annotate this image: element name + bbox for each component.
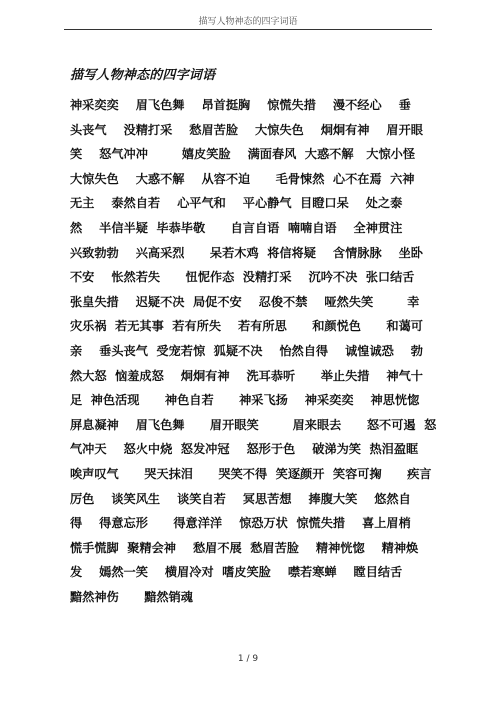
text-line: 发 嫣然一笑 横眉冷对 嗜皮笑脸 噤若寒蝉 瞠目结舌 [70,565,403,580]
document-body [70,93,436,609]
text-line: 张皇失措 迟疑不决 局促不安 忍俊不禁 哑然失笑 幸 [70,294,420,309]
text-line: 笑 怒气冲冲 嬉皮笑脸 满面春风 大惑不解 大惊小怪 [70,147,416,162]
page-number: 1 / 9 [237,654,259,664]
text-line: 头丧气 没精打采 愁眉苦脸 大惊失色 炯炯有神 眉开眼 [70,122,423,137]
text-line: 唉声叹气 哭天抹泪 哭笑不得 笑逐颜开 笑容可掬 疾言 [70,466,432,481]
text-line: 亲 垂头丧气 受宠若惊 狐疑不决 怡然自得 诚惶诚恐 勃 [70,343,423,358]
text-line: 无主 泰然自若 心平气和 平心静气 目瞪口呆 处之泰 [70,196,403,211]
text-line: 厉色 谈笑风生 谈笑自若 冥思苦想 捧腹大笑 悠然自 [70,491,411,506]
document-title: 描写人物神态的四字词语 [70,68,216,83]
text-line: 气冲天 怒火中烧 怒发冲冠 怒形于色 破涕为笑 热泪盈眶 [70,442,419,457]
text-line: 大惊失色 大惑不解 从容不迫 毛骨悚然 心不在焉 六神 [70,171,415,186]
running-header: 描写人物神态的四字词语 [198,17,298,27]
text-line: 神采奕奕 眉飞色舞 昂首挺胸 惊慌失措 漫不经心 垂 [70,98,411,112]
text-line: 足 神色活现 神色自若 神采飞扬 神采奕奕 神思恍惚 [70,393,420,408]
text-line: 慌手慌脚 聚精会神 愁眉不展 愁眉苦脸 精神恍惚 精神焕 [70,540,419,555]
text-line: 然大怒 恼羞成怒 炯炯有神 洗耳恭听 举止失措 神气十 [70,368,423,383]
text-line: 不安 怅然若失 忸怩作态 没精打采 沉吟不决 张口结舌 [70,270,415,285]
text-line: 兴致勃勃 兴高采烈 呆若木鸡 将信将疑 含情脉脉 坐卧 [70,245,423,260]
text-line: 然 半信半疑 毕恭毕敬 自言自语 喃喃自语 全神贯注 [70,220,403,235]
text-line: 屏息凝神 眉飞色舞 眉开眼笑 眉来眼去 怒不可遏 怒 [70,417,436,432]
header-divider [64,29,432,30]
text-line: 得 得意忘形 得意洋洋 惊恐万状 惊慌失措 喜上眉梢 [70,516,411,531]
text-line: 灾乐祸 若无其事 若有所失 若有所思 和颜悦色 和蔼可 [70,319,423,334]
text-line: 黯然神伤 黯然销魂 [70,589,193,604]
